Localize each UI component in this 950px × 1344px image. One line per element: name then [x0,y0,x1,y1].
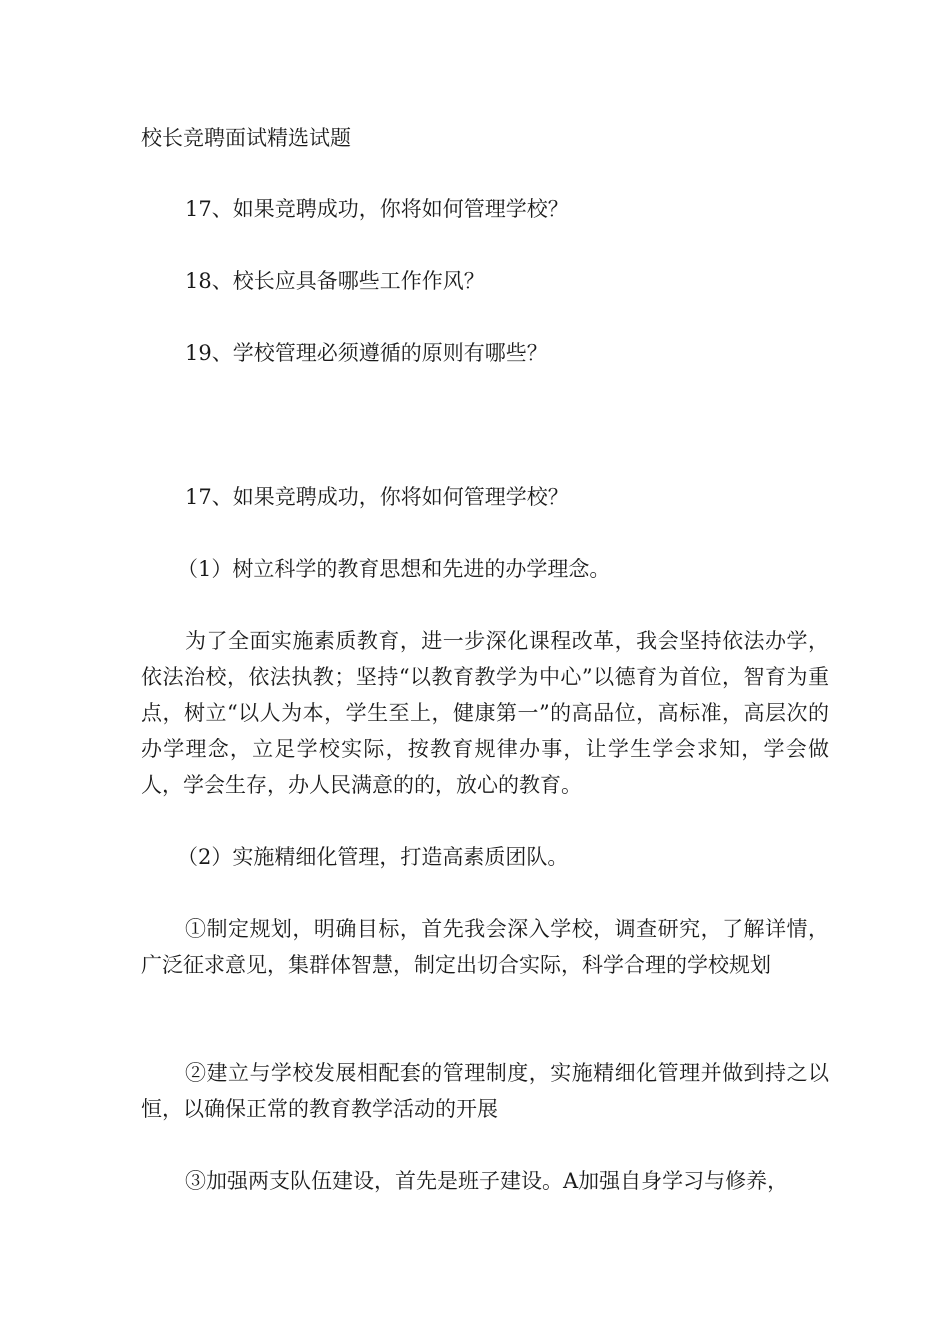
question-17: 17、如果竞聘成功，你将如何管理学校？ [185,197,569,221]
point-2-heading: （2）实施精细化管理，打造高素质团队。 [177,845,569,869]
point-1-body: 为了全面实施素质教育，进一步深化课程改革，我会坚持依法办学，依法治校，依法执教；坚持“以教育教学为中心”以德育为首位，智育为重点，树立“以人为本，学生至上，健康第一”的高品位，高标准，高层次的办学理念，立足学校实际，按教育规律办事，让学生学会求知，学会做人，学会生存，办人民满意的的，放心的教育。 [141,629,829,797]
sub-point-2: ②建立与学校发展相配套的管理制度，实施精细化管理并做到持之以恒，以确保正常的教育教学活动的开展 [141,1061,829,1121]
document-title: 校长竞聘面试精选试题 [141,126,351,150]
question-18: 18、校长应具备哪些工作作风？ [185,269,485,293]
answer-heading: 17、如果竞聘成功，你将如何管理学校？ [185,485,569,509]
question-19: 19、学校管理必须遵循的原则有哪些？ [185,341,548,365]
point-1-heading: （1）树立科学的教育思想和先进的办学理念。 [177,557,611,581]
sub-point-1: ①制定规划，明确目标，首先我会深入学校，调查研究，了解详情，广泛征求意见，集群体智慧，制定出切合实际，科学合理的学校规划 [141,917,829,977]
sub-point-3: ③加强两支队伍建设，首先是班子建设。A加强自身学习与修养， [185,1169,789,1193]
